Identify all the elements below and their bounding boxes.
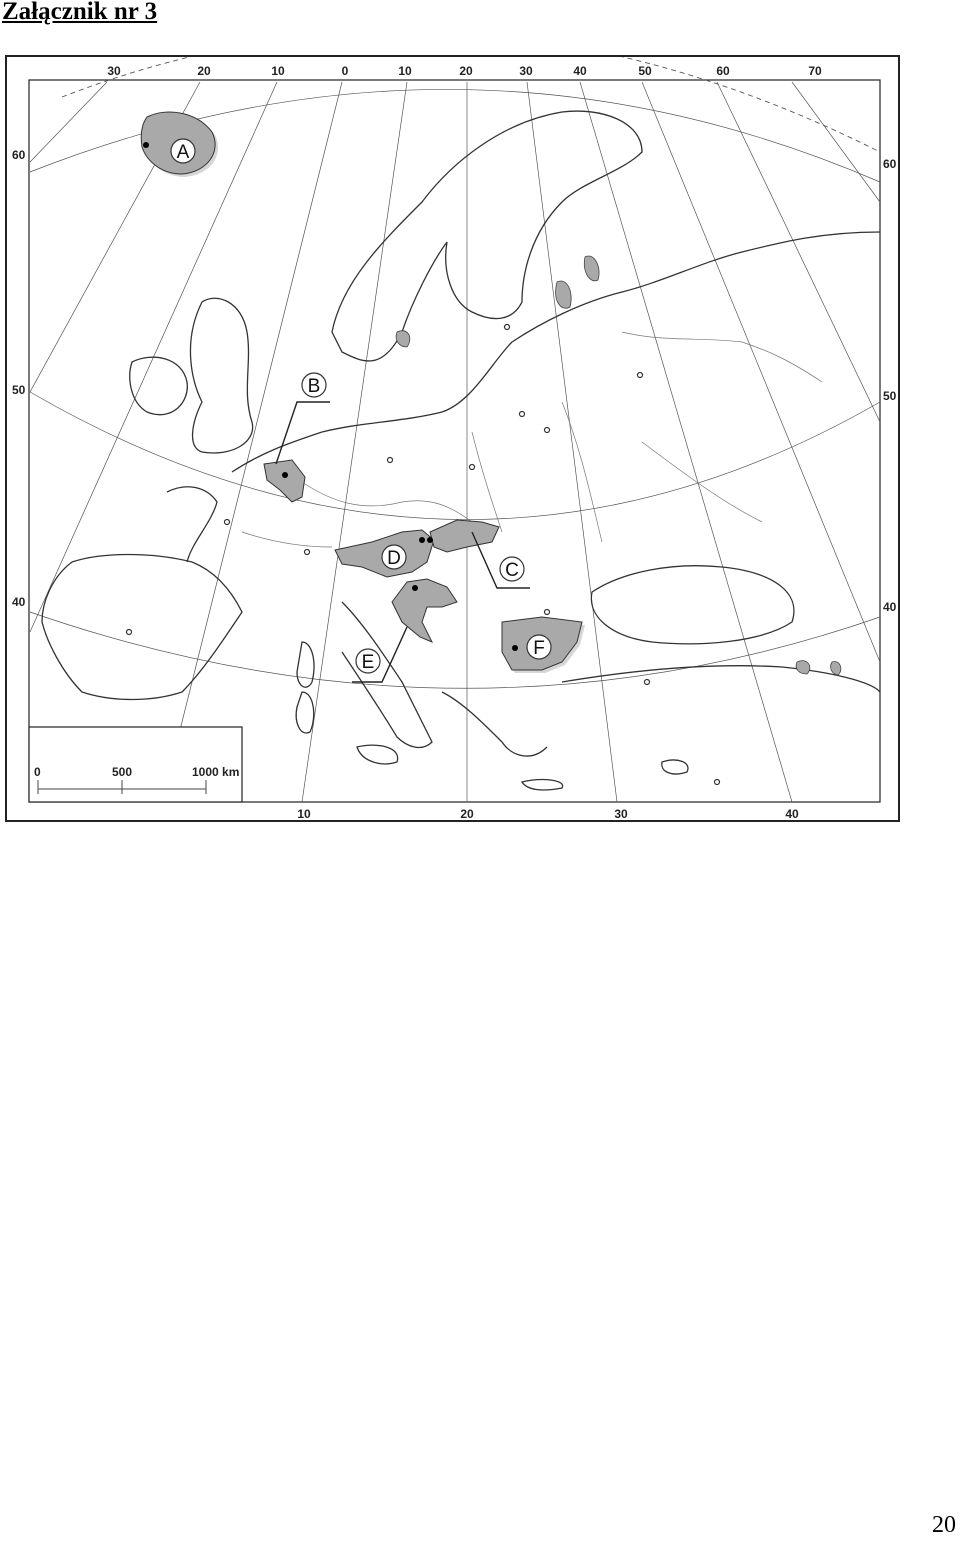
svg-text:D: D [387, 548, 401, 569]
europe-map [5, 55, 900, 822]
svg-text:F: F [533, 638, 545, 659]
top-longitude-labels [107, 64, 822, 78]
region-label-a [171, 139, 195, 163]
lon-label-bottom: 10 [297, 807, 311, 821]
page-number: 20 [932, 1512, 956, 1538]
lon-label-top: 30 [107, 64, 121, 78]
lon-label-top: 30 [519, 64, 533, 78]
region-labels [171, 139, 551, 673]
scale-bar [29, 727, 242, 802]
lat-label-left: 60 [12, 148, 26, 162]
svg-text:C: C [505, 560, 519, 581]
lon-label-top: 10 [271, 64, 285, 78]
region-label-d [382, 545, 406, 569]
inner-map-border [29, 80, 880, 802]
region-b-belgium [264, 402, 330, 502]
lat-label-right: 60 [883, 157, 897, 171]
lon-label-bottom: 30 [614, 807, 628, 821]
svg-text:E: E [361, 652, 375, 673]
lon-label-top: 60 [716, 64, 730, 78]
lat-label-right: 50 [883, 389, 897, 403]
lon-label-bottom: 40 [785, 807, 799, 821]
lon-label-top: 70 [808, 64, 822, 78]
map-canvas [7, 57, 902, 824]
lat-label-left: 50 [12, 383, 26, 397]
lon-label-bottom: 20 [460, 807, 474, 821]
left-latitude-labels [12, 148, 26, 609]
lat-label-left: 40 [12, 595, 26, 609]
lon-label-top: 0 [341, 64, 349, 78]
lakes [396, 256, 841, 675]
lat-label-right: 40 [883, 600, 897, 614]
svg-text:B: B [307, 376, 321, 397]
region-label-f [527, 635, 551, 659]
scale-label-500: 500 [112, 765, 133, 779]
scale-label-0: 0 [34, 765, 41, 779]
page-title: Załącznik nr 3 [2, 0, 158, 25]
lon-label-top: 40 [573, 64, 587, 78]
bottom-longitude-labels [297, 807, 799, 821]
region-label-c [500, 557, 524, 581]
lon-label-top: 20 [459, 64, 473, 78]
meridians [30, 82, 880, 802]
right-latitude-labels [883, 157, 897, 614]
svg-text:A: A [176, 142, 190, 163]
region-label-b [302, 373, 326, 397]
lon-label-top: 10 [398, 64, 412, 78]
lon-label-top: 20 [197, 64, 211, 78]
region-label-e [356, 649, 380, 673]
lon-label-top: 50 [638, 64, 652, 78]
scale-label-1000: 1000 km [192, 765, 240, 779]
country-borders [242, 332, 822, 547]
